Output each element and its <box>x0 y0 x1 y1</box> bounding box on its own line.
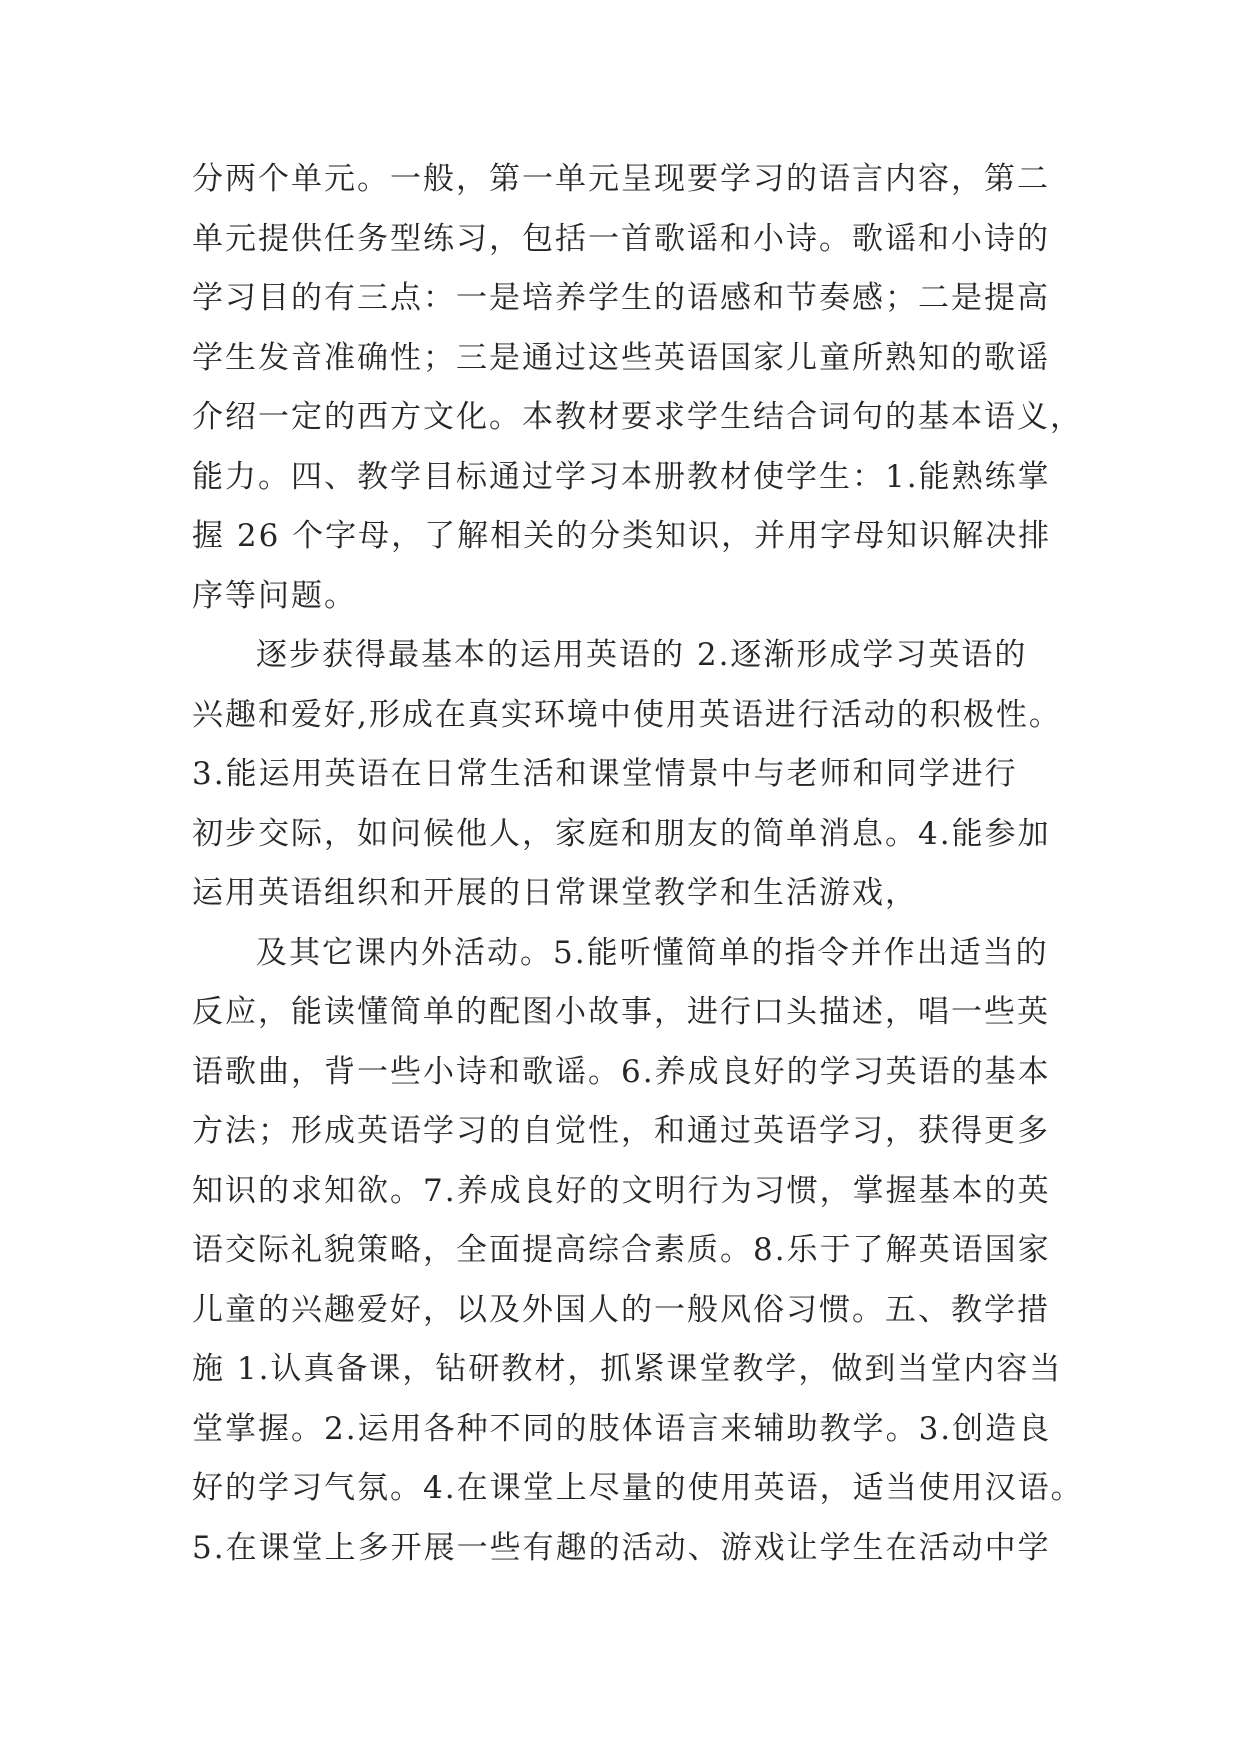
paragraph-3 <box>192 924 1084 1579</box>
text-line: 方法；形成英语学习的自觉性，和通过英语学习，获得更多 <box>192 1113 1050 1149</box>
text-line: 初步交际，如问候他人，家庭和朋友的简单消息。4.能参加 <box>192 815 1051 852</box>
text-line: 语歌曲，背一些小诗和歌谣。6.养成良好的学习英语的基本 <box>192 1053 1051 1090</box>
text-line: 儿童的兴趣爱好，以及外国人的一般风俗习惯。五、教学措 <box>192 1291 1050 1328</box>
text-line: 5.在课堂上多开展一些有趣的活动、游戏让学生在活动中学 <box>192 1529 1051 1566</box>
text-line: 及其它课内外活动。5.能听懂简单的指令并作出适当的 <box>256 934 1049 971</box>
paragraph-1 <box>192 150 1083 626</box>
text-line: 语交际礼貌策略，全面提高综合素质。8.乐于了解英语国家 <box>192 1232 1051 1268</box>
text-line: 好的学习气氛。4.在课堂上尽量的使用英语，适当使用汉语。 <box>192 1470 1084 1506</box>
text-line: 施 1.认真备课，钻研教材，抓紧课堂教学，做到当堂内容当 <box>192 1351 1063 1387</box>
text-line: 知识的求知欲。7.养成良好的文明行为习惯，掌握基本的英 <box>192 1172 1051 1209</box>
text-line: 序等问题。 <box>192 577 357 614</box>
text-line: 堂掌握。2.运用各种不同的肢体语言来辅助教学。3.创造良 <box>192 1410 1052 1447</box>
text-line: 运用英语组织和开展的日常课堂教学和生活游戏， <box>192 875 918 911</box>
text-line: 能力。四、教学目标通过学习本册教材使学生：1.能熟练掌 <box>192 458 1051 495</box>
text-line: 单元提供任务型练习，包括一首歌谣和小诗。歌谣和小诗的 <box>192 220 1050 257</box>
body-text <box>192 150 1084 1578</box>
text-line: 反应，能读懂简单的配图小故事，进行口头描述，唱一些英 <box>192 994 1050 1030</box>
text-line: 逐步获得最基本的运用英语的 2.逐渐形成学习英语的 <box>256 637 1028 673</box>
text-line: 兴趣和爱好,形成在真实环境中使用英语进行活动的积极性。 <box>192 696 1062 733</box>
text-line: 学习目的有三点：一是培养学生的语感和节奏感；二是提高 <box>192 280 1050 316</box>
text-line: 分两个单元。一般，第一单元呈现要学习的语言内容，第二 <box>192 161 1050 197</box>
text-line: 3.能运用英语在日常生活和课堂情景中与老师和同学进行 <box>192 756 1018 792</box>
text-line: 握 26 个字母，了解相关的分类知识，并用字母知识解决排 <box>192 518 1052 554</box>
text-line: 介绍一定的西方文化。本教材要求学生结合词句的基本语义， <box>192 399 1083 435</box>
paragraph-2 <box>192 626 1062 924</box>
text-line: 学生发音准确性；三是通过这些英语国家儿童所熟知的歌谣 <box>192 339 1050 376</box>
